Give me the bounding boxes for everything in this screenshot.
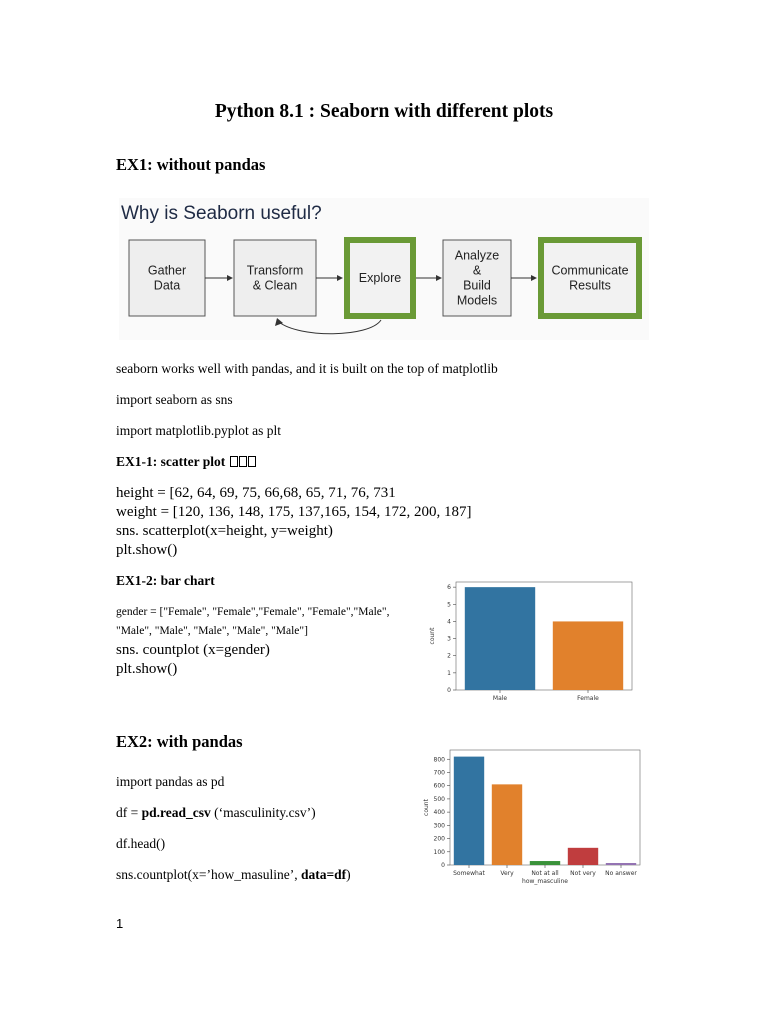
y-tick-label: 1 — [447, 669, 451, 677]
arrowhead-icon — [337, 275, 343, 281]
seaborn-workflow-diagram — [119, 198, 649, 340]
import-pandas-line: import pandas as pd — [116, 774, 225, 789]
x-tick-label: Somewhat — [453, 870, 485, 877]
step-label: & — [472, 263, 482, 278]
ex1-2-code-block — [116, 641, 270, 679]
intro-text: seaborn works well with pandas, and it is built on the top of matplotlib — [116, 361, 498, 376]
step-label: Build — [463, 278, 491, 293]
diagram-step — [234, 240, 316, 316]
x-tick-label: Not at all — [531, 870, 559, 877]
import-matplotlib-line: import matplotlib.pyplot as plt — [116, 423, 281, 438]
arrowhead-icon — [275, 318, 283, 326]
gender-countplot-chart — [430, 578, 638, 702]
diagram-step — [541, 240, 639, 316]
y-tick-label: 500 — [433, 795, 445, 803]
gender-list-line: gender = ["Female", "Female","Female", "Female","Male", — [116, 606, 390, 618]
x-tick-label: Female — [577, 695, 599, 702]
bar — [553, 621, 623, 690]
bar — [530, 861, 560, 865]
diagram-step — [129, 240, 205, 316]
arrowhead-icon — [436, 275, 442, 281]
y-tick-label: 5 — [447, 601, 451, 609]
ex1-heading: EX1: without pandas — [116, 155, 266, 174]
diagram-step — [347, 240, 413, 316]
arrowhead-icon — [531, 275, 537, 281]
ex1-1-heading — [116, 454, 256, 470]
loop-back-arrow — [279, 320, 381, 334]
ex1-2-heading: EX1-2: bar chart — [116, 573, 215, 588]
code-line: plt.show() — [116, 661, 178, 677]
bar — [454, 757, 484, 865]
x-tick-label: Not very — [570, 870, 596, 877]
y-tick-label: 300 — [433, 822, 445, 830]
df-head-line: df.head() — [116, 836, 166, 851]
step-label: Gather — [147, 263, 187, 278]
bar — [465, 587, 535, 690]
y-tick-label: 100 — [433, 848, 445, 856]
y-tick-label: 600 — [433, 782, 445, 790]
y-tick-label: 800 — [433, 756, 445, 764]
ex1-1-heading-text: EX1-1: scatter plot — [116, 454, 226, 469]
diagram-step — [443, 240, 511, 316]
countplot-data-arg: data=df — [300, 867, 347, 882]
code-line: plt.show() — [116, 542, 178, 558]
read-csv-prefix: df = — [116, 805, 142, 820]
page-title: Python 8.1 : Seaborn with different plots — [214, 101, 554, 122]
read-csv-line — [116, 805, 316, 821]
ex2-heading: EX2: with pandas — [116, 732, 243, 751]
step-label: & Clean — [252, 278, 298, 293]
diagram-heading: Why is Seaborn useful? — [121, 203, 322, 224]
step-label: Communicate — [551, 263, 629, 278]
arrowhead-icon — [227, 275, 233, 281]
y-tick-label: 0 — [441, 862, 445, 869]
missing-glyph-icon — [239, 456, 247, 467]
x-axis-label: how_masculine — [522, 878, 568, 885]
x-tick-label: Male — [492, 695, 508, 702]
ex1-1-code-block — [116, 484, 472, 560]
x-tick-label: No answer — [605, 870, 637, 877]
step-label: Models — [456, 293, 498, 308]
code-line: sns. scatterplot(x=height, y=weight) — [116, 523, 333, 539]
countplot-suffix: ) — [346, 867, 351, 882]
read-csv-function: pd.read_csv — [141, 805, 211, 820]
y-tick-label: 0 — [447, 687, 451, 694]
read-csv-argument: (‘masculinity.csv’) — [210, 805, 316, 820]
code-line: sns. countplot (x=gender) — [116, 642, 270, 658]
gender-list — [116, 603, 389, 641]
bar — [568, 848, 598, 865]
countplot-line — [116, 867, 351, 883]
y-tick-label: 2 — [447, 652, 451, 660]
bar — [606, 863, 636, 865]
step-label: Analyze — [454, 248, 500, 263]
bar — [492, 784, 522, 865]
step-label: Data — [153, 278, 181, 293]
masculinity-countplot-chart — [420, 745, 646, 887]
y-tick-label: 700 — [433, 769, 445, 777]
x-tick-label: Very — [500, 870, 514, 877]
import-seaborn-line: import seaborn as sns — [116, 392, 233, 407]
y-tick-label: 6 — [447, 584, 451, 592]
missing-glyph-icon — [248, 456, 256, 467]
y-tick-label: 400 — [433, 809, 445, 817]
missing-glyph-icon — [230, 456, 238, 467]
gender-list-line: "Male", "Male", "Male", "Male", "Male"] — [116, 625, 308, 637]
y-tick-label: 4 — [447, 618, 451, 626]
code-line: weight = [120, 136, 148, 175, 137,165, 154, 172, 200, 187] — [116, 504, 472, 520]
code-line: height = [62, 64, 69, 75, 66,68, 65, 71, 76, 731 — [116, 485, 396, 501]
y-axis-label: count — [423, 799, 430, 816]
countplot-prefix: sns.countplot(x=’how_masuline’, — [116, 867, 301, 882]
y-tick-label: 3 — [447, 635, 451, 643]
page-number: 1 — [116, 916, 124, 931]
step-label: Results — [569, 278, 611, 293]
step-label: Explore — [358, 271, 402, 285]
y-axis-label: count — [429, 627, 436, 645]
step-label: Transform — [246, 263, 304, 278]
y-tick-label: 200 — [433, 835, 445, 843]
